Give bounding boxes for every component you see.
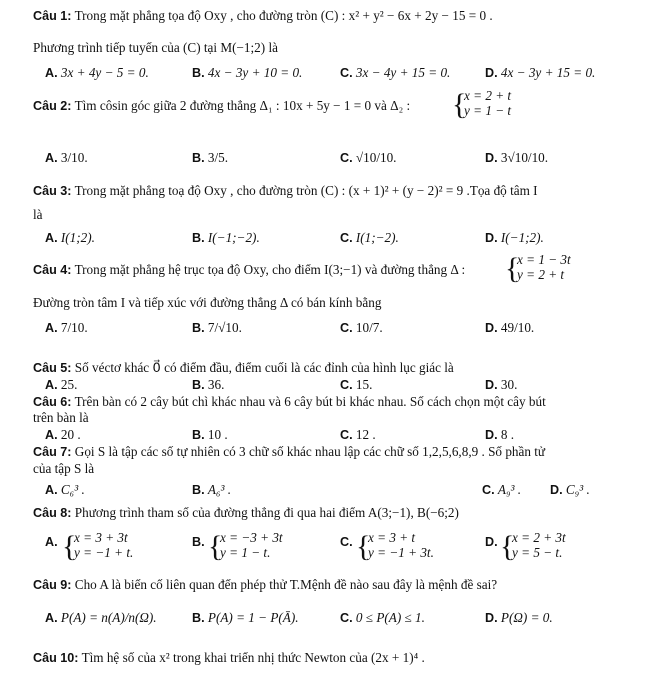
q3-option-b: B. I(−1;−2). xyxy=(192,230,260,245)
question-label: Câu 9: xyxy=(33,578,72,592)
question-label: Câu 2: xyxy=(33,99,72,113)
brace-icon: { xyxy=(208,530,223,563)
q9-option-a: A. P(A) = n(A)/n(Ω). xyxy=(45,610,157,625)
question-4-line2: Đường tròn tâm I và tiếp xúc với đường thẳng Δ có bán kính bằng xyxy=(33,295,382,310)
q8-option-d-system: { x = 2 + 3t y = 5 − t. xyxy=(500,530,566,563)
q9-option-c: C. 0 ≤ P(A) ≤ 1. xyxy=(340,610,425,625)
q4-option-b: B. 7/√10. xyxy=(192,320,242,335)
q8-option-a: A. xyxy=(45,535,58,549)
q1-option-b: B. 4x − 3y + 10 = 0. xyxy=(192,65,303,80)
q7-option-b: B. A₆³ . xyxy=(192,482,232,497)
question-label: Câu 7: xyxy=(33,445,72,459)
brace-icon: { xyxy=(505,252,520,285)
q2-option-b: B. 3/5. xyxy=(192,150,229,165)
q1-option-a: A. 3x + 4y − 5 = 0. xyxy=(45,65,149,80)
q6-option-b: B. 10 . xyxy=(192,427,228,442)
question-text: Phương trình tham số của đường thẳng đi qua hai điểm A(3;−1), B(−6;2) xyxy=(74,505,459,520)
q4-system: { x = 1 − 3t y = 2 + t xyxy=(505,252,571,285)
q4-option-c: C. 10/7. xyxy=(340,320,383,335)
q9-option-b: B. P(A) = 1 − P(Ā). xyxy=(192,610,299,625)
q4-option-a: A. 7/10. xyxy=(45,320,88,335)
question-text: Trong mặt phẳng tọa độ Oxy , cho đường tròn (C) : x² + y² − 6x + 2y − 15 = 0 . xyxy=(74,8,493,23)
q8-option-c-system: { x = 3 + t y = −1 + 3t. xyxy=(356,530,434,563)
brace-icon: { xyxy=(356,530,371,563)
question-label: Câu 3: xyxy=(33,184,72,198)
q2-option-c: C. √10/10. xyxy=(340,150,397,165)
q6-option-a: A. 20 . xyxy=(45,427,81,442)
q2-option-a: A. 3/10. xyxy=(45,150,88,165)
question-label: Câu 6: xyxy=(33,395,72,409)
question-3-line2: là xyxy=(33,207,43,222)
q7-option-c: C. A₉³ . xyxy=(482,482,522,497)
q4-option-d: D. 49/10. xyxy=(485,320,535,335)
question-1-line2: Phương trình tiếp tuyến của (C) tại M(−1;2) là xyxy=(33,40,278,55)
question-label: Câu 1: xyxy=(33,9,72,23)
q2-option-d: D. 3√10/10. xyxy=(485,150,549,165)
question-4 xyxy=(33,262,465,278)
question-text: Tìm hệ số của x² trong khai triển nhị thức Newton của (2x + 1)⁴ . xyxy=(81,650,425,665)
q5-option-b: B. 36. xyxy=(192,377,225,392)
question-7-line2: của tập S là xyxy=(33,461,95,476)
question-3 xyxy=(33,183,538,199)
question-text: Tìm côsin góc giữa 2 đường thẳng Δ₁ : 10x + 5y − 1 = 0 và Δ₂ : xyxy=(74,98,411,113)
question-label: Câu 4: xyxy=(33,263,72,277)
q3-option-c: C. I(1;−2). xyxy=(340,230,399,245)
brace-icon: { xyxy=(62,530,77,563)
q8-option-d: D. xyxy=(485,535,498,549)
q1-option-d: D. 4x − 3y + 15 = 0. xyxy=(485,65,596,80)
question-6 xyxy=(33,394,546,410)
q6-option-d: D. 8 . xyxy=(485,427,515,442)
question-2 xyxy=(33,98,410,114)
q1-option-c: C. 3x − 4y + 15 = 0. xyxy=(340,65,451,80)
question-text: Số véctơ khác 0⃗ có điểm đầu, điểm cuối là các đỉnh của hình lục giác là xyxy=(74,360,454,375)
question-text: Trong mặt phẳng hệ trục tọa độ Oxy, cho điểm I(3;−1) và đường thẳng Δ : xyxy=(74,262,466,277)
q8-option-a-system: { x = 3 + 3t y = −1 + t. xyxy=(62,530,134,563)
question-text: Trên bàn có 2 cây bút chì khác nhau và 6 cây bút bi khác nhau. Số cách chọn một cây bút xyxy=(74,394,546,409)
question-5 xyxy=(33,360,454,376)
brace-icon: { xyxy=(500,530,515,563)
brace-icon: { xyxy=(452,88,467,121)
q3-option-a: A. I(1;2). xyxy=(45,230,95,245)
q5-option-a: A. 25. xyxy=(45,377,78,392)
question-8 xyxy=(33,505,459,521)
question-label: Câu 10: xyxy=(33,651,79,665)
q7-option-a: A. C₆³ . xyxy=(45,482,85,497)
question-text: Gọi S là tập các số tự nhiên có 3 chữ số khác nhau lập các chữ số 1,2,5,6,8,9 . Số phần tử xyxy=(74,444,546,459)
question-text: Cho A là biến cố liên quan đến phép thử T.Mệnh đề nào sau đây là mệnh đề sai? xyxy=(74,577,498,592)
q7-option-d: D. C₉³ . xyxy=(550,482,590,497)
q5-option-c: C. 15. xyxy=(340,377,373,392)
q9-option-d: D. P(Ω) = 0. xyxy=(485,610,553,625)
q5-option-d: D. 30. xyxy=(485,377,518,392)
q8-option-b: B. xyxy=(192,535,205,549)
question-1 xyxy=(33,8,493,24)
question-10 xyxy=(33,650,425,666)
question-text: Trong mặt phẳng toạ độ Oxy , cho đường tròn (C) : (x + 1)² + (y − 2)² = 9 .Tọa độ tâm I xyxy=(74,183,538,198)
q2-system: { x = 2 + t y = 1 − t xyxy=(452,88,512,121)
q8-option-b-system: { x = −3 + 3t y = 1 − t. xyxy=(208,530,283,563)
question-6-line2: trên bàn là xyxy=(33,410,89,425)
question-7 xyxy=(33,444,545,460)
q3-option-d: D. I(−1;2). xyxy=(485,230,544,245)
q6-option-c: C. 12 . xyxy=(340,427,376,442)
q8-option-c: C. xyxy=(340,535,353,549)
question-9 xyxy=(33,577,497,593)
question-label: Câu 8: xyxy=(33,506,72,520)
question-label: Câu 5: xyxy=(33,361,72,375)
